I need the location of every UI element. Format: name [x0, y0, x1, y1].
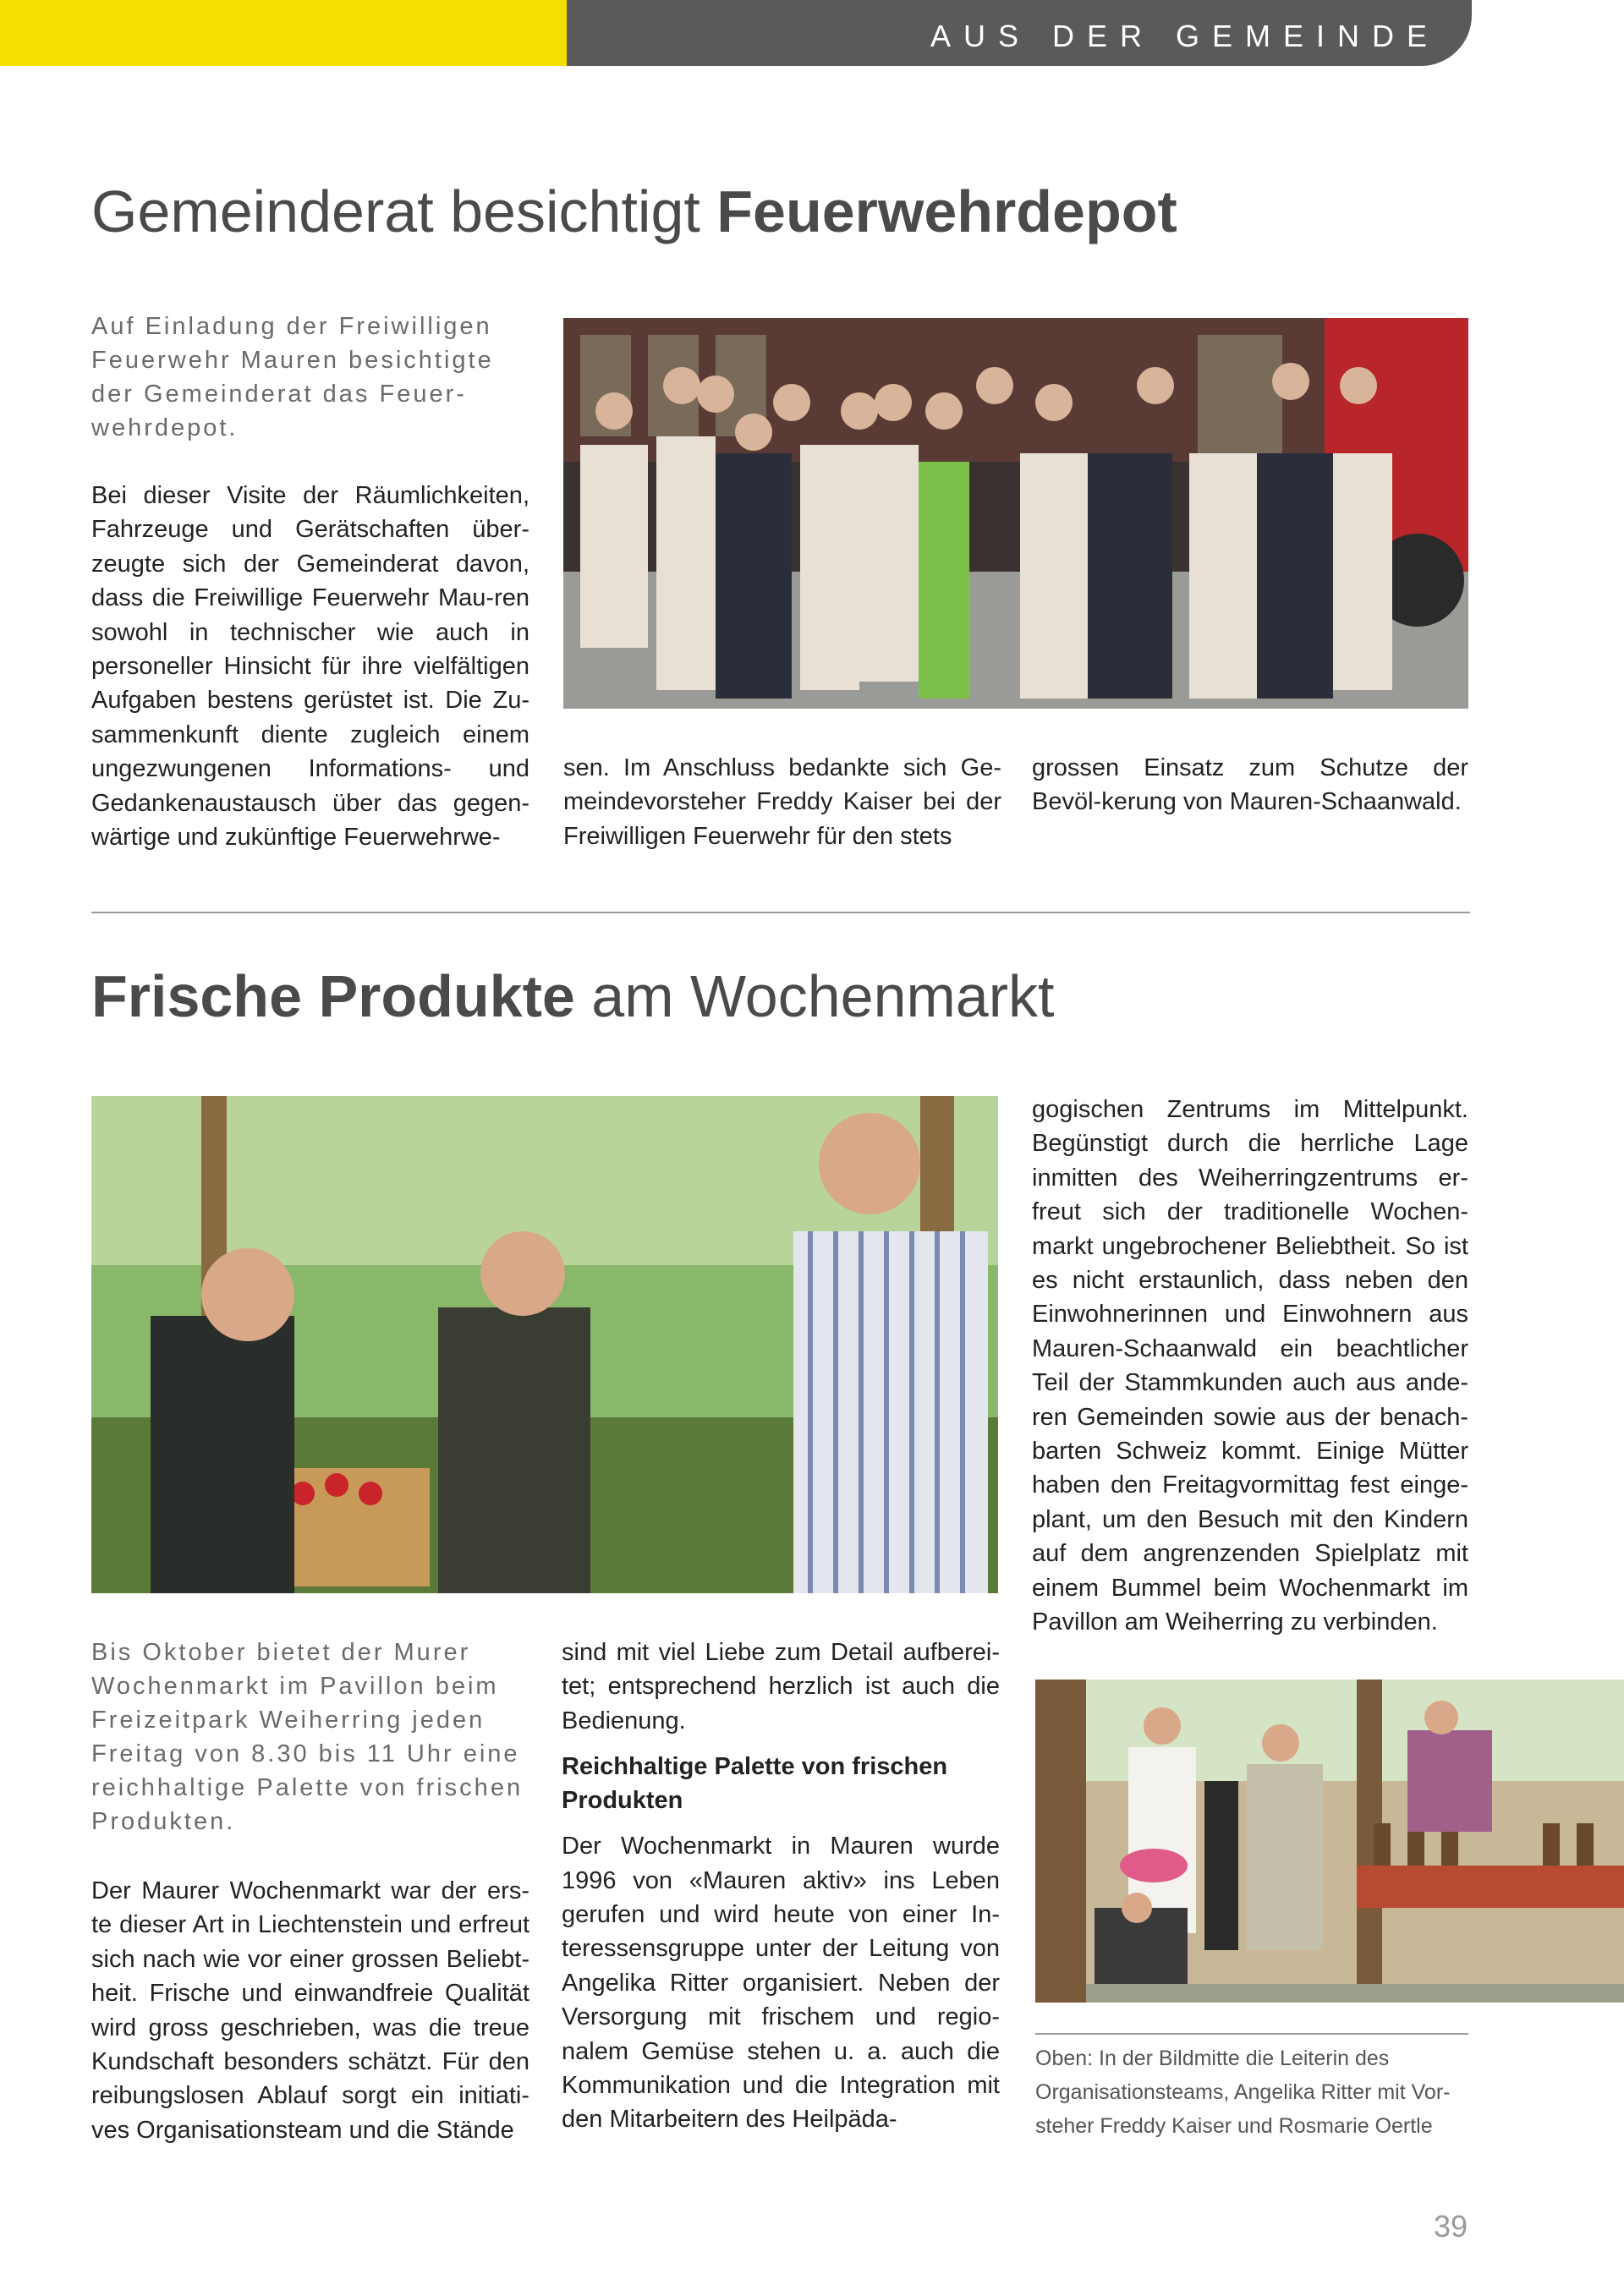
caption-rule	[1035, 2033, 1468, 2035]
article1-title-light: Gemeinderat besichtigt	[91, 178, 717, 244]
market-customers-photo	[1035, 1680, 1624, 2003]
article-divider	[91, 912, 1470, 913]
article1-title-bold: Feuerwehrdepot	[716, 178, 1177, 244]
article2-column-2	[562, 1636, 1000, 2137]
article2-subheading: Reichhaltige Palette von frischen Produkten	[562, 1753, 948, 1815]
article1-column-3	[1032, 751, 1468, 819]
section-label: AUS DER GEMEINDE	[930, 19, 1440, 53]
article1-title	[91, 178, 1177, 245]
article2-title-light: am Wochenmarkt	[574, 963, 1055, 1029]
article1-col2-text: sen. Im Anschluss bedankte sich Ge-meindevorsteher Freddy Kaiser bei der Freiwilligen Feuerwehr für den stets	[563, 754, 1001, 850]
article2-column-3	[1032, 1093, 1468, 1640]
firefighters-group-photo	[563, 318, 1468, 709]
article1-column-1	[91, 479, 529, 854]
article2-column-1	[91, 1874, 529, 2147]
photo-caption: Oben: In der Bildmitte die Leiterin des Organisationsteams, Angelika Ritter mit Vor-steher Freddy Kaiser und Rosmarie Oertle	[1035, 2047, 1451, 2138]
article1-col3-text: grossen Einsatz zum Schutze der Bevöl-kerung von Mauren-Schaanwald.	[1032, 754, 1468, 816]
article2-col1-text: Der Maurer Wochenmarkt war der ers-te dieser Art in Liechtenstein und erfreut sich nach wie vor einer grossen Beliebt-heit. Frische und einwandfreie Qualität wird gross geschrieben, was die treue Kundschaft besonders schätzt. Für den reibungslosen Ablauf sorgt ein initiati-ves Organisationsteam und die Stände	[91, 1877, 529, 2144]
article1-col1-text: Bei dieser Visite der Räumlichkeiten, Fahrzeuge und Gerätschaften über-zeugte sich der Gemeinderat davon, dass die Freiwillige Feuerwehr Mau-ren sowohl in technischer wie auch in personeller Hinsicht für ihre vielfältigen Aufgaben bestens gerüstet ist. Die Zu-sammenkunft diente zugleich einem ungezwungenen Informations- und Gedankenaustausch über das gegen-wärtige und zukünftige Feuerwehrwe-	[91, 482, 529, 852]
article2-col2-para1: sind mit viel Liebe zum Detail aufberei-tet; entsprechend herzlich ist auch die Bedienung.	[562, 1639, 1000, 1734]
article2-title	[91, 962, 1055, 1030]
page-number: 39	[1433, 2209, 1468, 2244]
article2-title-bold: Frische Produkte	[91, 963, 575, 1029]
article2-intro: Bis Oktober bietet der Murer Wochenmarkt im Pavillon beim Freizeitpark Weiherring jeden Freitag von 8.30 bis 11 Uhr eine reichhaltige Palette von frischen Produkten.	[91, 1639, 524, 1835]
article1-column-2	[563, 751, 1001, 853]
header-accent-bar	[0, 0, 567, 66]
market-vendors-photo	[91, 1096, 998, 1593]
article2-col2-para2: Der Wochenmarkt in Mauren wurde 1996 von «Mauren aktiv» ins Leben gerufen und wird heute von einer In-teressensgruppe unter der Leitung von Angelika Ritter organisiert. Neben der Versorgung mit frischem und regio-nalem Gemüse stehen u. a. auch die Kommunikation und die Integration mit den Mitarbeitern des Heilpäda-	[562, 1833, 1000, 2134]
article1-intro: Auf Einladung der Freiwilligen Feuerwehr Mauren besichtigte der Gemeinderat das Feuer-wehrdepot.	[91, 313, 494, 441]
article2-col3-text: gogischen Zentrums im Mittelpunkt. Begünstigt durch die herrliche Lage inmitten des Weiherringzentrums er-freut sich der traditionelle Wochen-markt ungebrochener Beliebtheit. So ist es nicht erstaunlich, dass neben den Einwohnerinnen und Einwohnern aus Mauren-Schaanwald ein beachtlicher Teil der Stammkunden auch aus ande-ren Gemeinden sowie aus der benach-barten Schweiz kommt. Einige Mütter haben den Freitagvormittag fest einge-plant, um den Besuch mit den Kindern auf dem angrenzenden Spielplatz mit einem Bummel beim Wochenmarkt im Pavillon am Weiherring zu verbinden.	[1032, 1096, 1468, 1636]
